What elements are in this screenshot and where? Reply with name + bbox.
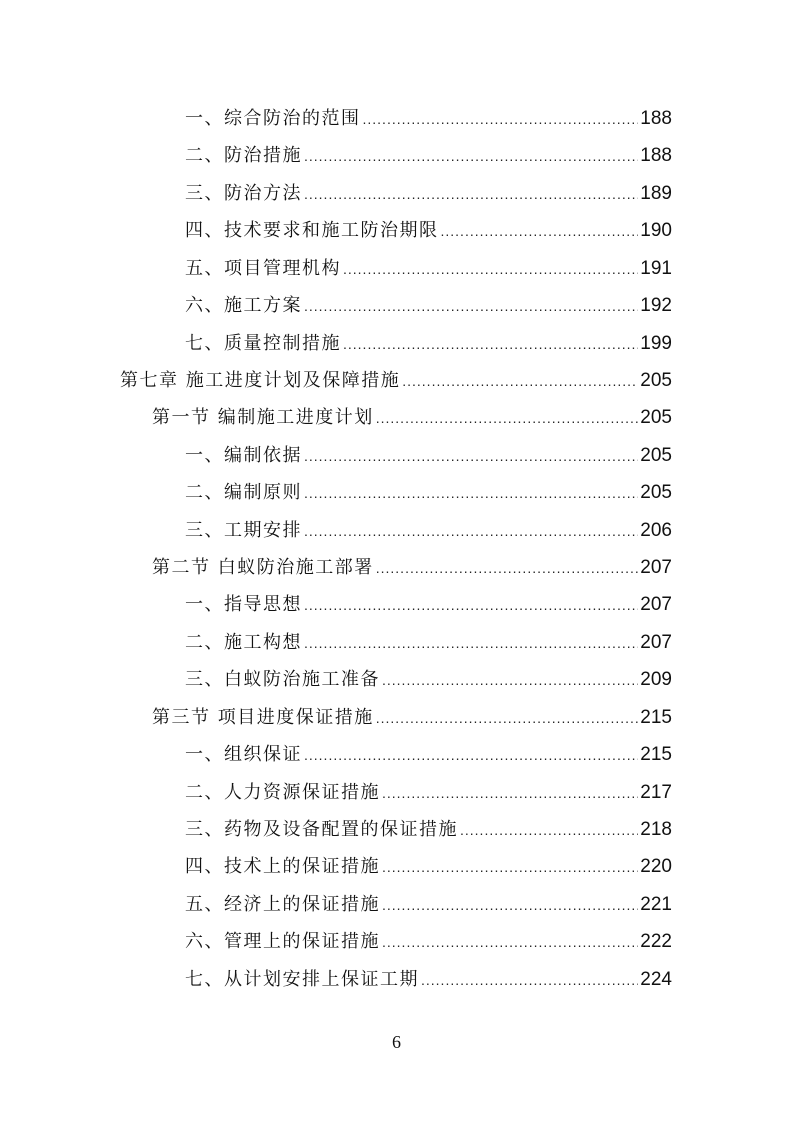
toc-entry[interactable] xyxy=(0,474,793,511)
toc-entry-title: 二、施工构想 xyxy=(185,631,302,653)
toc-entry[interactable] xyxy=(0,886,793,923)
toc-entry[interactable] xyxy=(0,137,793,174)
toc-entry-title: 一、编制依据 xyxy=(185,444,302,466)
toc-entry-page: 222 xyxy=(640,931,672,953)
toc-entry[interactable] xyxy=(0,325,793,362)
toc-entry[interactable] xyxy=(0,437,793,474)
dot-leader xyxy=(376,700,639,737)
dot-leader xyxy=(382,887,638,924)
toc-entry-title: 一、综合防治的范围 xyxy=(185,108,361,129)
toc-entry[interactable] xyxy=(0,699,793,736)
toc-entry-title: 第二节 白蚁防治施工部署 xyxy=(152,557,374,579)
toc-entry-page: 220 xyxy=(640,856,672,878)
dot-leader xyxy=(343,326,638,363)
toc-entry[interactable] xyxy=(0,512,793,549)
toc-entry[interactable] xyxy=(0,362,793,399)
toc-entry-title: 二、人力资源保证措施 xyxy=(185,781,380,803)
toc-entry-title: 第三节 项目进度保证措施 xyxy=(152,706,374,728)
toc-entry-title: 一、组织保证 xyxy=(185,744,302,766)
toc-entry[interactable] xyxy=(0,923,793,960)
dot-leader xyxy=(304,625,638,662)
toc-entry[interactable] xyxy=(0,961,793,998)
toc-entry[interactable] xyxy=(0,774,793,811)
toc-entry-title: 六、管理上的保证措施 xyxy=(185,931,380,953)
dot-leader xyxy=(382,662,638,699)
dot-leader xyxy=(382,924,638,961)
toc-entry-page: 190 xyxy=(640,220,672,242)
toc-entry[interactable] xyxy=(0,661,793,698)
dot-leader xyxy=(376,550,639,587)
toc-entry-page: 224 xyxy=(640,968,672,990)
toc-entry-page: 209 xyxy=(640,669,672,691)
toc-entry-page: 218 xyxy=(640,819,672,841)
toc-entry-page: 207 xyxy=(640,594,672,616)
toc-entry-page: 191 xyxy=(640,257,672,279)
toc-entry-page: 207 xyxy=(640,631,672,653)
toc-entry[interactable] xyxy=(0,736,793,773)
toc-entry-title: 七、质量控制措施 xyxy=(185,332,341,354)
dot-leader xyxy=(304,438,638,475)
toc-entry-title: 三、工期安排 xyxy=(185,519,302,541)
toc-entry-title: 四、技术上的保证措施 xyxy=(185,856,380,878)
dot-leader xyxy=(304,176,638,213)
toc-entry-page: 188 xyxy=(640,145,672,167)
toc-entry[interactable] xyxy=(0,100,793,137)
toc-entry-title: 三、防治方法 xyxy=(185,182,302,204)
toc-entry[interactable] xyxy=(0,287,793,324)
toc-entry-page: 215 xyxy=(640,706,672,728)
toc-entry[interactable] xyxy=(0,175,793,212)
toc-entry-page: 189 xyxy=(640,182,672,204)
toc-entry[interactable] xyxy=(0,848,793,885)
toc-entry-title: 三、药物及设备配置的保证措施 xyxy=(185,819,458,841)
toc-entry-page: 205 xyxy=(640,407,672,429)
toc-entry-title: 三、白蚁防治施工准备 xyxy=(185,669,380,691)
dot-leader xyxy=(376,400,639,437)
toc-entry-page: 207 xyxy=(640,557,672,579)
toc-entry-title: 五、经济上的保证措施 xyxy=(185,893,380,915)
toc-entry-title: 六、施工方案 xyxy=(185,295,302,317)
dot-leader xyxy=(343,251,638,288)
dot-leader xyxy=(382,849,638,886)
dot-leader xyxy=(304,288,638,325)
toc-entry-page: 215 xyxy=(640,744,672,766)
toc-entry-title: 二、编制原则 xyxy=(185,482,302,504)
dot-leader xyxy=(402,363,638,400)
dot-leader xyxy=(363,101,639,138)
dot-leader xyxy=(421,962,638,999)
page-number: 6 xyxy=(392,1032,401,1052)
toc-entry[interactable] xyxy=(0,624,793,661)
toc-entry-page: 206 xyxy=(640,519,672,541)
toc-entry[interactable] xyxy=(0,250,793,287)
toc-entry-page: 221 xyxy=(640,893,672,915)
toc-entry-page: 188 xyxy=(640,108,672,129)
dot-leader xyxy=(304,138,638,175)
toc-entry-title: 四、技术要求和施工防治期限 xyxy=(185,220,439,242)
toc-entry-title: 五、项目管理机构 xyxy=(185,257,341,279)
toc-entry-page: 205 xyxy=(640,369,672,391)
toc-entry[interactable] xyxy=(0,399,793,436)
dot-leader xyxy=(441,213,639,250)
toc-entry-page: 217 xyxy=(640,781,672,803)
toc-entry-title: 一、指导思想 xyxy=(185,594,302,616)
toc-entry[interactable] xyxy=(0,549,793,586)
toc-entry-title: 第一节 编制施工进度计划 xyxy=(152,407,374,429)
toc-entry-page: 205 xyxy=(640,444,672,466)
toc-entry-page: 199 xyxy=(640,332,672,354)
toc-entry-title: 二、防治措施 xyxy=(185,145,302,167)
dot-leader xyxy=(304,513,638,550)
dot-leader xyxy=(382,775,638,812)
toc-entry-page: 192 xyxy=(640,295,672,317)
toc-entry-title: 第七章 施工进度计划及保障措施 xyxy=(120,369,401,391)
toc-entry-title: 七、从计划安排上保证工期 xyxy=(185,968,419,990)
dot-leader xyxy=(304,475,638,512)
toc-entry[interactable] xyxy=(0,212,793,249)
dot-leader xyxy=(460,812,638,849)
toc-entry-page: 205 xyxy=(640,482,672,504)
toc-entry[interactable] xyxy=(0,586,793,623)
table-of-contents xyxy=(0,100,793,998)
dot-leader xyxy=(304,737,638,774)
toc-entry[interactable] xyxy=(0,811,793,848)
dot-leader xyxy=(304,587,638,624)
